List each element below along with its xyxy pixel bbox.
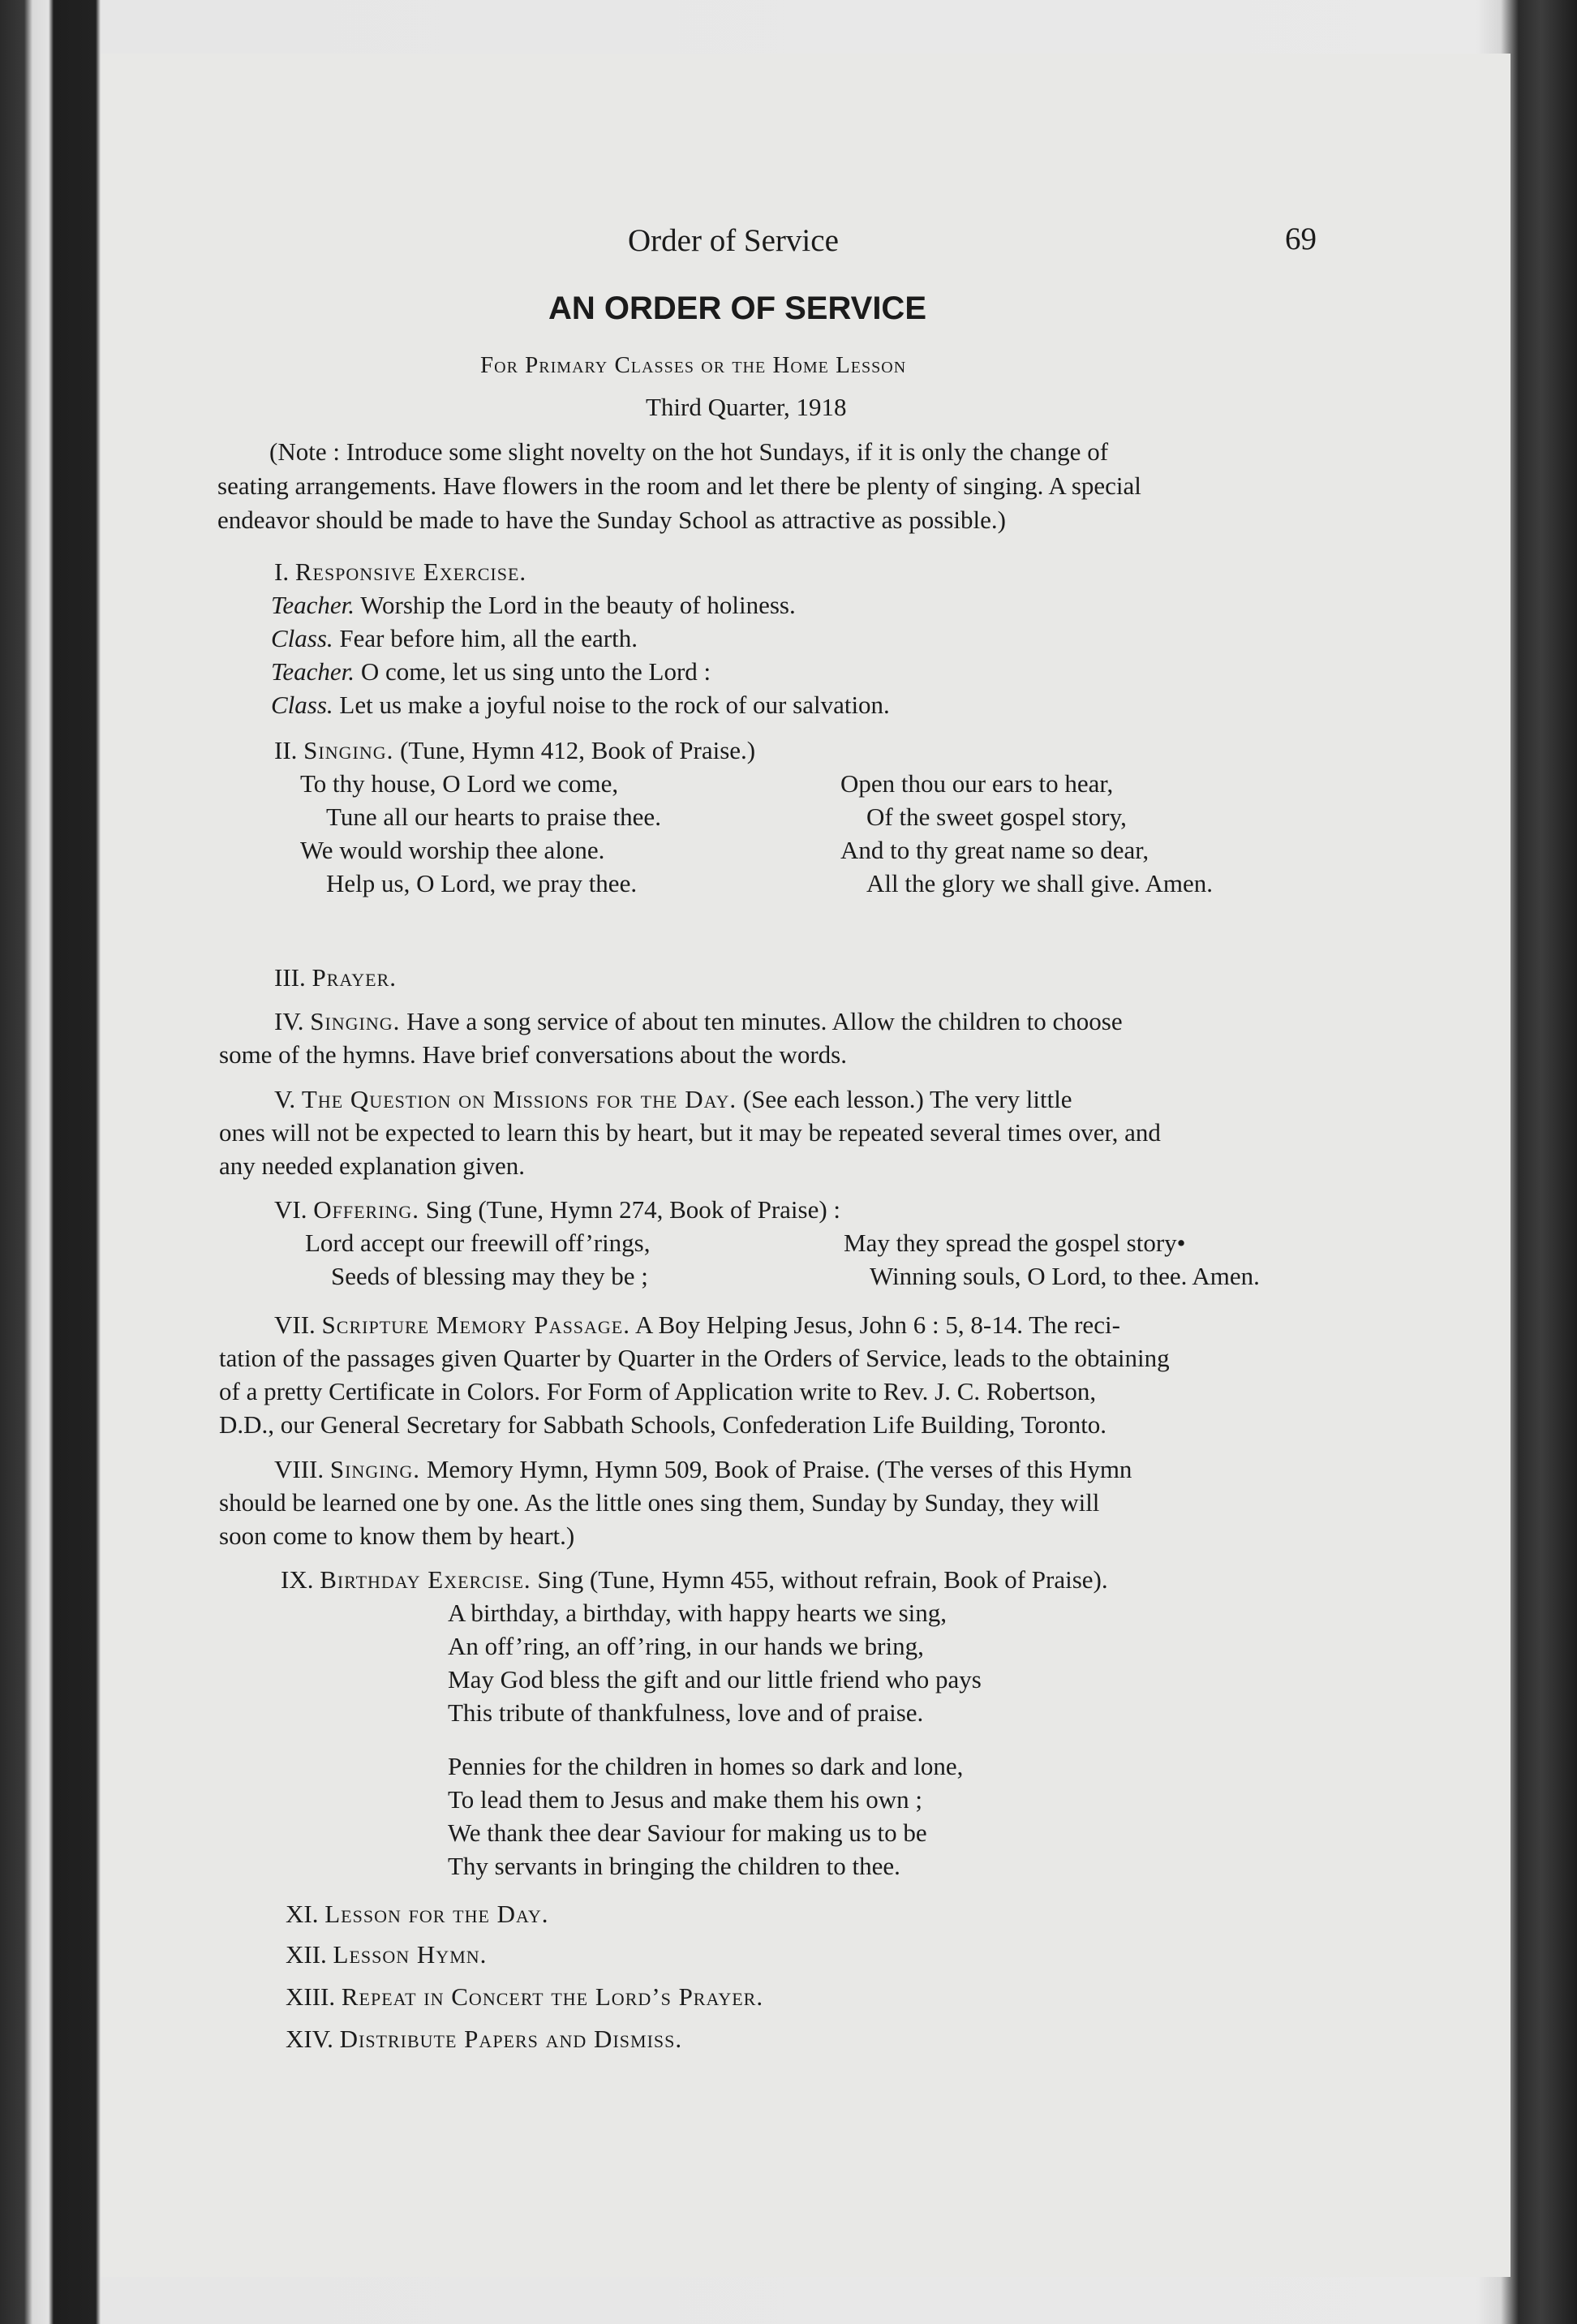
responsive-line: Class. Fear before him, all the earth. xyxy=(271,624,638,652)
section-heading: Singing. xyxy=(329,1455,421,1483)
verse-line: This tribute of thankfulness, love and of praise. xyxy=(448,1698,924,1727)
section-heading: Singing. xyxy=(310,1007,401,1035)
section-singing-hymn-412: II. Singing. (Tune, Hymn 412, Book of Praise.) xyxy=(274,736,756,764)
responsive-line: Teacher. Worship the Lord in the beauty of holiness. xyxy=(271,591,796,619)
hymn-274-left-column xyxy=(305,1226,651,1293)
hymn-412-left-column xyxy=(300,767,661,900)
verse-line: Help us, O Lord, we pray thee. xyxy=(326,869,638,897)
section-birthday-exercise: IX. Birthday Exercise. Sing (Tune, Hymn 455, without refrain, Book of Praise). xyxy=(281,1565,1108,1594)
note-line-2: seating arrangements. Have flowers in the room and let there be plenty of singing. A special xyxy=(217,471,1141,500)
verse-line: Tune all our hearts to praise thee. xyxy=(326,803,661,831)
section-heading: The Question on Missions for the Day. xyxy=(301,1085,737,1113)
verse-line: All the glory we shall give. Amen. xyxy=(866,869,1214,897)
hymn-412-right-column xyxy=(840,767,1213,900)
running-head-title: Order of Service xyxy=(628,223,839,258)
section-heading: Responsive Exercise. xyxy=(294,557,527,586)
verse-line: An off’ring, an off’ring, in our hands we bring, xyxy=(448,1632,924,1660)
responsive-line: Class. Let us make a joyful noise to the rock of our salvation. xyxy=(271,691,890,719)
paragraph-line: some of the hymns. Have brief conversations about the words. xyxy=(219,1040,847,1069)
verse-line: Seeds of blessing may they be ; xyxy=(331,1262,648,1290)
verse-line: To lead them to Jesus and make them his own ; xyxy=(448,1785,923,1814)
paragraph-line: should be learned one by one. As the little ones sing them, Sunday by Sunday, they will xyxy=(219,1488,1100,1517)
paragraph-line: D.D., our General Secretary for Sabbath Schools, Confederation Life Building, Toronto. xyxy=(219,1410,1107,1439)
paragraph-line: of a pretty Certificate in Colors. For Form of Application write to Rev. J. C. Robertson, xyxy=(219,1377,1097,1405)
quarter-label: Third Quarter, 1918 xyxy=(646,393,847,421)
section-memory-hymn: VIII. Singing. Memory Hymn, Hymn 509, Book of Praise. (The verses of this Hymn xyxy=(274,1455,1132,1483)
verse-line: Pennies for the children in homes so dark and lone, xyxy=(448,1752,964,1780)
verse-line: We thank thee dear Saviour for making us to be xyxy=(448,1818,927,1847)
verse-line: To thy house, O Lord we come, xyxy=(300,769,619,798)
section-heading: Singing. xyxy=(303,736,394,764)
section-heading: Lesson for the Day. xyxy=(324,1900,549,1928)
verse-line: Lord accept our freewill off’rings, xyxy=(305,1229,651,1257)
section-lesson-hymn: XII. Lesson Hymn. xyxy=(286,1940,488,1969)
verse-line: May God bless the gift and our little friend who pays xyxy=(448,1665,982,1694)
paragraph-line: ones will not be expected to learn this by heart, but it may be repeated several times over, and xyxy=(219,1118,1161,1147)
page-title: AN ORDER OF SERVICE xyxy=(548,290,926,326)
verse-line: And to thy great name so dear, xyxy=(840,836,1149,864)
verse-line: Open thou our ears to hear, xyxy=(840,769,1114,798)
hymn-274-right-column xyxy=(844,1226,1260,1293)
section-heading: Birthday Exercise. xyxy=(320,1565,531,1594)
paragraph-line: soon come to know them by heart.) xyxy=(219,1521,575,1550)
section-lesson-for-the-day: XI. Lesson for the Day. xyxy=(286,1900,549,1928)
verse-line: Thy servants in bringing the children to thee. xyxy=(448,1852,900,1880)
verse-line: May they spread the gospel story• xyxy=(844,1229,1186,1257)
responsive-line: Teacher. O come, let us sing unto the Lord : xyxy=(271,657,711,686)
paragraph-line: any needed explanation given. xyxy=(219,1151,526,1180)
subtitle: For Primary Classes or the Home Lesson xyxy=(480,352,907,378)
section-singing-song-service: IV. Singing. Have a song service of about ten minutes. Allow the children to choose xyxy=(274,1007,1123,1035)
section-heading: Offering. xyxy=(313,1195,420,1224)
section-heading: Lesson Hymn. xyxy=(333,1940,488,1969)
section-lords-prayer: XIII. Repeat in Concert the Lord’s Prayer. xyxy=(286,1982,764,2011)
section-offering: VI. Offering. Sing (Tune, Hymn 274, Book of Praise) : xyxy=(274,1195,841,1224)
verse-line: Of the sweet gospel story, xyxy=(866,803,1127,831)
section-heading: Distribute Papers and Dismiss. xyxy=(339,2025,683,2053)
birthday-stanza-2 xyxy=(448,1749,963,1883)
section-missions-question: V. The Question on Missions for the Day. (See each lesson.) The very little xyxy=(274,1085,1072,1113)
section-responsive-exercise: I. Responsive Exercise. xyxy=(274,557,527,586)
birthday-stanza-1 xyxy=(448,1596,982,1729)
book-page xyxy=(101,54,1510,2277)
paragraph-line: tation of the passages given Quarter by Quarter in the Orders of Service, leads to the obtaining xyxy=(219,1344,1170,1372)
verse-line: Winning souls, O Lord, to thee. Amen. xyxy=(870,1262,1260,1290)
note-line-1: (Note : Introduce some slight novelty on the hot Sundays, if it is only the change of xyxy=(269,437,1109,466)
section-scripture-memory: VII. Scripture Memory Passage. A Boy Helping Jesus, John 6 : 5, 8-14. The reci- xyxy=(274,1310,1120,1339)
page-number: 69 xyxy=(1285,222,1317,256)
verse-line: A birthday, a birthday, with happy hearts we sing, xyxy=(448,1599,947,1627)
section-prayer: III. Prayer. xyxy=(274,963,397,992)
section-dismiss: XIV. Distribute Papers and Dismiss. xyxy=(286,2025,683,2053)
section-heading: Prayer. xyxy=(312,963,397,992)
note-line-3: endeavor should be made to have the Sunday School as attractive as possible.) xyxy=(217,506,1006,534)
section-heading: Repeat in Concert the Lord’s Prayer. xyxy=(341,1982,764,2011)
verse-line: We would worship thee alone. xyxy=(300,836,605,864)
section-heading: Scripture Memory Passage. xyxy=(321,1310,630,1339)
